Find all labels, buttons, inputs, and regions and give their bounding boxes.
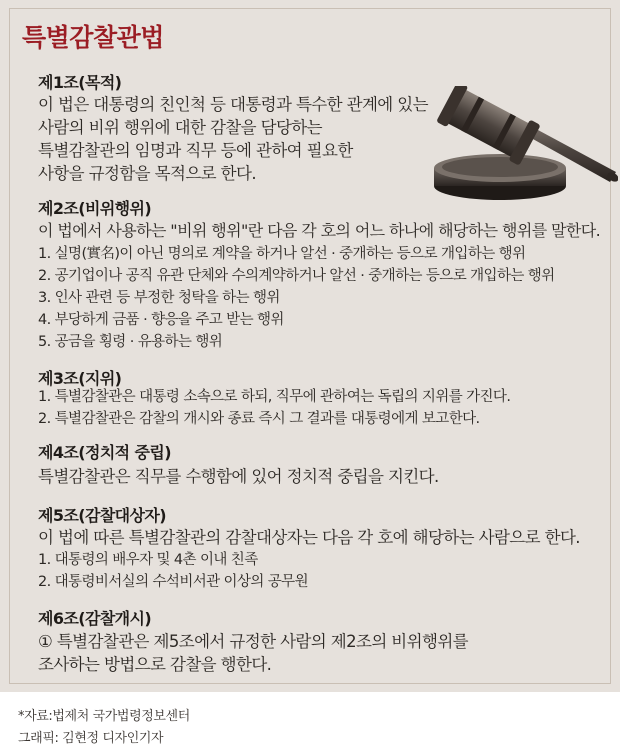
article-3-heading: 제3조(지위) (38, 369, 122, 388)
article-5-heading: 제5조(감찰대상자) (38, 506, 166, 525)
article-1-heading: 제1조(목적) (38, 73, 122, 92)
list-item: 5. 공금을 횡령 · 유용하는 행위 (38, 334, 223, 350)
article-4-heading: 제4조(정치적 중립) (38, 443, 171, 462)
list-item: 2. 대통령비서실의 수석비서관 이상의 공무원 (38, 574, 308, 590)
list-item: 1. 실명(實名)이 아닌 명의로 계약을 하거나 알선 · 중개하는 등으로 개입하는 행위 (38, 246, 526, 262)
article-5-list (38, 549, 308, 593)
article-5-text: 이 법에 따른 특별감찰관의 감찰대상자는 다음 각 호에 해당하는 사람으로 한다. (38, 528, 580, 547)
list-item: 2. 공기업이나 공직 유관 단체와 수의계약하거나 알선 · 중개하는 등으로 개입하는 행위 (38, 268, 555, 284)
list-item: 4. 부당하게 금품 · 향응을 주고 받는 행위 (38, 312, 284, 328)
article-3-list (38, 386, 510, 430)
gavel-icon (428, 86, 618, 204)
article-1-text: 이 법은 대통령의 친인척 등 대통령과 특수한 관계에 있는 사람의 비위 행위에 대한 감찰을 담당하는 특별감찰관의 임명과 직무 등에 관하여 필요한 사항을 규정함을 목적으로 한다. (38, 95, 428, 183)
article-2-text: 이 법에서 사용하는 "비위 행위"란 다음 각 호의 어느 하나에 해당하는 행위를 말한다. (38, 221, 601, 240)
page-title: 특별감찰관법 (22, 23, 164, 52)
article-6-heading: 제6조(감찰개시) (38, 609, 152, 628)
article-6-text: ① 특별감찰관은 제5조에서 규정한 사람의 제2조의 비위행위를 조사하는 방법으로 감찰을 행한다. (38, 632, 468, 674)
article-2-list (38, 243, 555, 353)
source-credit: *자료:법제처 국가법령정보센터 (18, 709, 190, 724)
list-item: 1. 대통령의 배우자 및 4촌 이내 친족 (38, 552, 258, 568)
credits (18, 706, 190, 750)
article-2-heading: 제2조(비위행위) (38, 199, 152, 218)
graphic-credit: 그래픽: 김현정 디자인기자 (18, 731, 164, 746)
list-item: 2. 특별감찰관은 감찰의 개시와 종료 즉시 그 결과를 대통령에게 보고한다. (38, 411, 480, 427)
list-item: 3. 인사 관련 등 부정한 청탁을 하는 행위 (38, 290, 280, 306)
article-4-text: 특별감찰관은 직무를 수행함에 있어 정치적 중립을 지킨다. (38, 467, 439, 486)
list-item: 1. 특별감찰관은 대통령 소속으로 하되, 직무에 관하여는 독립의 지위를 가진다. (38, 389, 511, 405)
